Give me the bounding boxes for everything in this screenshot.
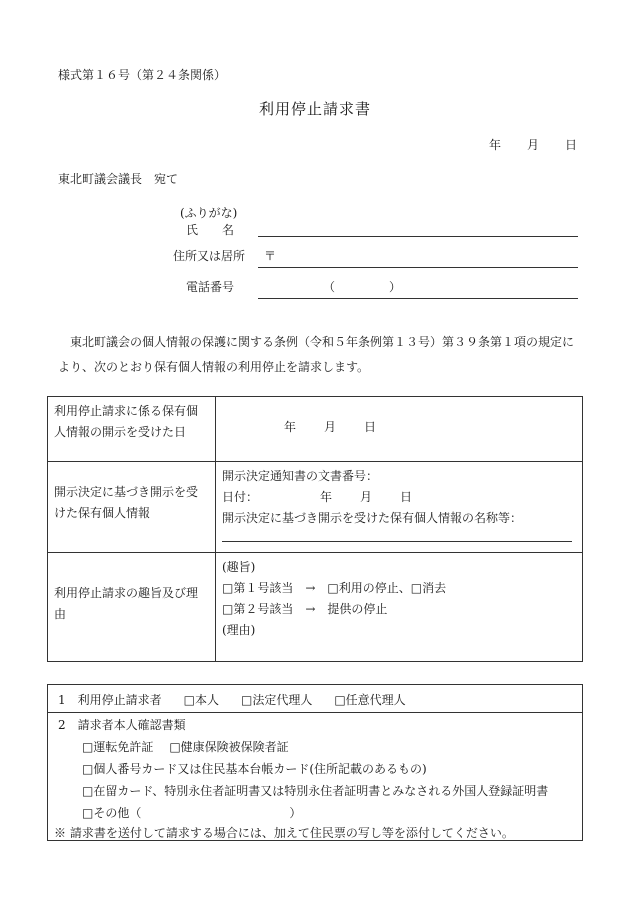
- doc-number-label: 開示決定通知書の文書番号：: [222, 469, 379, 483]
- date-day-label: 日: [565, 138, 578, 152]
- table-row: [48, 397, 583, 462]
- intro-paragraph: [58, 330, 578, 380]
- purpose-reason-cell[interactable]: [216, 553, 583, 662]
- furigana-label: (ふりがな): [180, 206, 238, 220]
- requester-type-row: [58, 691, 406, 708]
- address-field[interactable]: [258, 267, 578, 268]
- option-legal-representative-checkbox[interactable]: □法定代理人: [241, 693, 313, 707]
- doc-other-close-paren: ）: [289, 806, 302, 820]
- phone-open-paren: （: [323, 280, 336, 294]
- disclosed-info-label-cell: [48, 462, 216, 553]
- id-docs-heading: 請求者本人確認書類: [77, 718, 186, 732]
- disclosure-month-label: 月: [324, 420, 337, 434]
- phone-label: 電話番号: [186, 280, 235, 294]
- disclosure-year-label: 年: [284, 420, 297, 434]
- id-docs-row-1: [82, 738, 289, 755]
- name-field[interactable]: [258, 236, 578, 237]
- address-label: 住所又は居所: [173, 249, 246, 263]
- disclosed-info-label: 開示決定に基づき開示を受けた保有個人情報: [54, 485, 199, 520]
- intro-line-1: 東北町議会の個人情報の保護に関する条例（令和５年条例第１３号）第３９条第１項の規定に: [70, 335, 575, 349]
- purpose-option-1[interactable]: □第１号該当 → □利用の停止、□消去: [222, 581, 447, 595]
- name-label: 氏 名: [186, 223, 235, 237]
- doc-mynumber-card-checkbox[interactable]: □個人番号カード又は住民基本台帳カード(住所記載のあるもの): [82, 762, 427, 776]
- doc-other-row: [82, 804, 301, 821]
- date-month-label: 月: [527, 138, 540, 152]
- reason-heading: (理由): [222, 623, 256, 637]
- item2-number: 2: [58, 718, 66, 732]
- doc-health-insurance-checkbox[interactable]: □健康保険被保険者証: [169, 740, 289, 754]
- table-row: [48, 462, 583, 553]
- info-name-field[interactable]: [222, 541, 572, 542]
- id-docs-heading-row: [58, 716, 186, 733]
- notice-day-label: 日: [400, 490, 413, 504]
- purpose-heading: (趣旨): [222, 560, 256, 574]
- purpose-option-2[interactable]: □第２号該当 → 提供の停止: [222, 602, 388, 616]
- purpose-reason-label: 利用停止請求の趣旨及び理由: [54, 586, 199, 621]
- notice-date-label: 日付：: [222, 490, 259, 504]
- disclosed-info-cell[interactable]: [216, 462, 583, 553]
- addressee: 東北町議会議長 宛て: [58, 172, 179, 186]
- table-row: [48, 553, 583, 662]
- info-name-label: 開示決定に基づき開示を受けた保有個人情報の名称等：: [222, 511, 523, 525]
- form-number: 様式第１６号（第２４条関係）: [58, 68, 227, 82]
- postal-mark: 〒: [264, 249, 277, 263]
- option-self-checkbox[interactable]: □本人: [183, 693, 219, 707]
- date-year-label: 年: [489, 138, 502, 152]
- divider: [48, 712, 582, 713]
- intro-line-2: より、次のとおり保有個人情報の利用停止を請求します。: [58, 360, 370, 374]
- page-title: 利用停止請求書: [258, 100, 371, 118]
- notice-month-label: 月: [360, 490, 373, 504]
- phone-close-paren: ）: [389, 280, 402, 294]
- disclosure-day-label: 日: [364, 420, 377, 434]
- purpose-reason-label-cell: [48, 553, 216, 662]
- doc-residence-card-checkbox[interactable]: □在留カード、特別永住者証明書又は特別永住者証明書とみなされる外国人登録証明書: [82, 784, 549, 798]
- disclosure-date-label: 利用停止請求に係る保有個人情報の開示を受けた日: [54, 404, 199, 439]
- requester-box: [47, 684, 583, 841]
- doc-drivers-license-checkbox[interactable]: □運転免許証: [82, 740, 154, 754]
- attachment-note: ※ 請求書を送付して請求する場合には、加えて住民票の写し等を添付してください。: [54, 826, 514, 840]
- phone-field[interactable]: [258, 298, 578, 299]
- request-table: [47, 396, 583, 662]
- requester-type-label: 利用停止請求者: [77, 693, 162, 707]
- disclosure-date-label-cell: [48, 397, 216, 462]
- notice-year-label: 年: [320, 490, 333, 504]
- option-voluntary-representative-checkbox[interactable]: □任意代理人: [334, 693, 406, 707]
- doc-other-checkbox[interactable]: □その他（: [82, 806, 142, 820]
- item1-number: 1: [58, 693, 66, 707]
- disclosure-date-cell[interactable]: [216, 397, 583, 462]
